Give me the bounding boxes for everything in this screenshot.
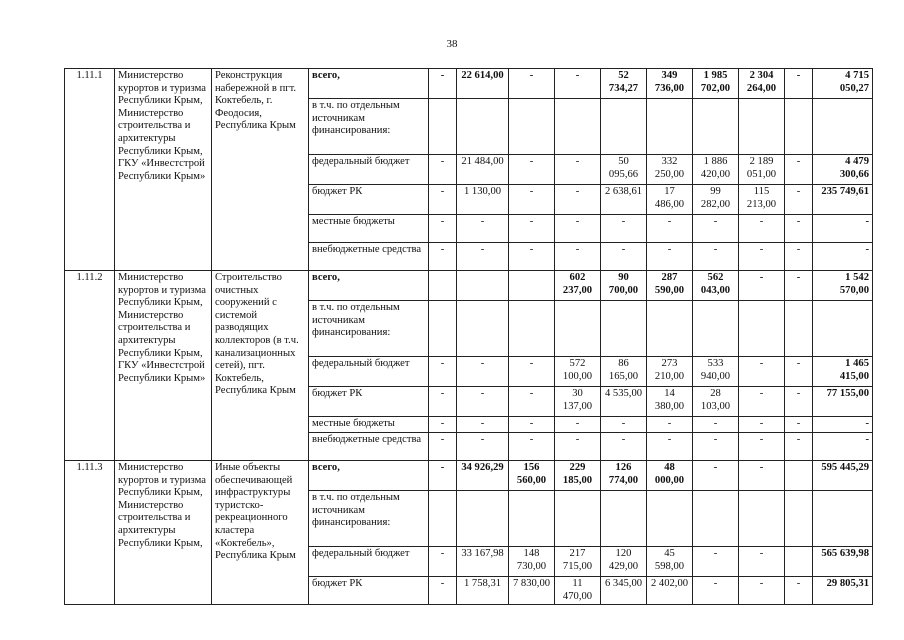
amount-cell: -: [601, 417, 647, 433]
amount-cell: -: [457, 433, 509, 461]
amount-cell: -: [693, 243, 739, 271]
executor-cell: Министерство курортов и туризма Республики Крым, Министерство строительства и архитектуры Республики Крым, ГКУ «Инвестстрой Республики Крым»: [115, 271, 212, 461]
amount-cell: 2 638,61: [601, 185, 647, 215]
amount-cell: -: [509, 185, 555, 215]
amount-cell: 349 736,00: [647, 69, 693, 99]
amount-cell: 17 486,00: [647, 185, 693, 215]
amount-cell: 28 103,00: [693, 387, 739, 417]
amount-cell: -: [785, 271, 813, 301]
empty-cell: [509, 301, 555, 357]
amount-cell: -: [457, 357, 509, 387]
amount-cell: 1 758,31: [457, 577, 509, 605]
amount-cell: -: [555, 155, 601, 185]
amount-cell: 217 715,00: [555, 547, 601, 577]
empty-cell: [693, 99, 739, 155]
amount-cell: -: [509, 155, 555, 185]
row-total-value: 4 479 300,66: [813, 155, 873, 185]
table-row: [65, 461, 873, 491]
empty-cell: [785, 99, 813, 155]
amount-cell: -: [785, 577, 813, 605]
empty-cell: [739, 491, 785, 547]
funding-source-label: бюджет РК: [309, 387, 429, 417]
amount-cell: 34 926,29: [457, 461, 509, 491]
empty-cell: [813, 301, 873, 357]
amount-cell: -: [509, 417, 555, 433]
funding-source-label: всего,: [309, 271, 429, 301]
empty-cell: [509, 491, 555, 547]
amount-cell: -: [739, 271, 785, 301]
empty-cell: [457, 99, 509, 155]
amount-cell: [457, 271, 509, 301]
amount-cell: -: [429, 417, 457, 433]
funding-source-label: всего,: [309, 461, 429, 491]
object-cell: Строительство очистных сооружений с системой разводящих коллекторов (в т.ч. канализационных сетей), пгт. Коктебель, Республика Крым: [212, 271, 309, 461]
empty-cell: [429, 301, 457, 357]
empty-cell: [457, 491, 509, 547]
empty-cell: [555, 99, 601, 155]
amount-cell: 11 470,00: [555, 577, 601, 605]
amount-cell: -: [509, 357, 555, 387]
amount-cell: -: [555, 417, 601, 433]
amount-cell: -: [457, 417, 509, 433]
amount-cell: -: [739, 461, 785, 491]
funding-source-label: всего,: [309, 69, 429, 99]
amount-cell: -: [429, 461, 457, 491]
item-code: 1.11.2: [65, 271, 115, 461]
amount-cell: 1 985 702,00: [693, 69, 739, 99]
amount-cell: 2 304 264,00: [739, 69, 785, 99]
empty-cell: [429, 99, 457, 155]
empty-cell: [457, 301, 509, 357]
funding-source-label: федеральный бюджет: [309, 357, 429, 387]
amount-cell: -: [429, 243, 457, 271]
funding-source-label: бюджет РК: [309, 577, 429, 605]
funding-source-label: внебюджетные средства: [309, 243, 429, 271]
amount-cell: -: [647, 215, 693, 243]
amount-cell: 2 402,00: [647, 577, 693, 605]
amount-cell: -: [601, 243, 647, 271]
amount-cell: -: [693, 577, 739, 605]
funding-source-label: местные бюджеты: [309, 215, 429, 243]
empty-cell: [813, 99, 873, 155]
amount-cell: -: [693, 461, 739, 491]
amount-cell: 22 614,00: [457, 69, 509, 99]
amount-cell: -: [693, 417, 739, 433]
amount-cell: 6 345,00: [601, 577, 647, 605]
funding-source-label: местные бюджеты: [309, 417, 429, 433]
funding-source-label: в т.ч. по отдельным источникам финансирования:: [309, 99, 429, 155]
amount-cell: 50 095,66: [601, 155, 647, 185]
empty-cell: [693, 491, 739, 547]
amount-cell: -: [429, 69, 457, 99]
amount-cell: 48 000,00: [647, 461, 693, 491]
amount-cell: -: [555, 433, 601, 461]
amount-cell: -: [739, 243, 785, 271]
item-code: 1.11.3: [65, 461, 115, 605]
amount-cell: -: [509, 243, 555, 271]
table-row: [65, 271, 873, 301]
row-total-value: -: [813, 417, 873, 433]
amount-cell: 148 730,00: [509, 547, 555, 577]
amount-cell: 30 137,00: [555, 387, 601, 417]
amount-cell: -: [555, 69, 601, 99]
amount-cell: -: [785, 417, 813, 433]
amount-cell: -: [693, 547, 739, 577]
empty-cell: [555, 491, 601, 547]
amount-cell: -: [739, 357, 785, 387]
amount-cell: [785, 461, 813, 491]
empty-cell: [739, 301, 785, 357]
amount-cell: -: [785, 357, 813, 387]
empty-cell: [601, 491, 647, 547]
row-total-value: 4 715 050,27: [813, 69, 873, 99]
amount-cell: -: [457, 243, 509, 271]
amount-cell: 572 100,00: [555, 357, 601, 387]
amount-cell: -: [785, 433, 813, 461]
empty-cell: [555, 301, 601, 357]
amount-cell: -: [429, 547, 457, 577]
empty-cell: [813, 491, 873, 547]
amount-cell: 33 167,98: [457, 547, 509, 577]
amount-cell: 7 830,00: [509, 577, 555, 605]
amount-cell: -: [555, 243, 601, 271]
amount-cell: 562 043,00: [693, 271, 739, 301]
amount-cell: 21 484,00: [457, 155, 509, 185]
page-number: 38: [446, 38, 458, 50]
amount-cell: -: [429, 433, 457, 461]
empty-cell: [785, 301, 813, 357]
amount-cell: -: [739, 215, 785, 243]
amount-cell: 1 886 420,00: [693, 155, 739, 185]
amount-cell: -: [785, 155, 813, 185]
amount-cell: 287 590,00: [647, 271, 693, 301]
object-cell: Иные объекты обеспечивающей инфраструктуры туристско-рекреационного кластера «Коктебель», Республика Крым: [212, 461, 309, 605]
empty-cell: [601, 301, 647, 357]
amount-cell: -: [739, 387, 785, 417]
amount-cell: -: [429, 185, 457, 215]
amount-cell: -: [785, 243, 813, 271]
amount-cell: -: [555, 185, 601, 215]
row-total-value: 595 445,29: [813, 461, 873, 491]
amount-cell: 14 380,00: [647, 387, 693, 417]
funding-source-label: внебюджетные средства: [309, 433, 429, 461]
amount-cell: 45 598,00: [647, 547, 693, 577]
row-total-value: -: [813, 433, 873, 461]
amount-cell: -: [457, 387, 509, 417]
row-total-value: 77 155,00: [813, 387, 873, 417]
amount-cell: 90 700,00: [601, 271, 647, 301]
table-row: [65, 69, 873, 99]
amount-cell: -: [509, 69, 555, 99]
amount-cell: 120 429,00: [601, 547, 647, 577]
row-total-value: 29 805,31: [813, 577, 873, 605]
amount-cell: 1 130,00: [457, 185, 509, 215]
amount-cell: 2 189 051,00: [739, 155, 785, 185]
amount-cell: -: [739, 547, 785, 577]
budget-table-body: [65, 69, 873, 605]
amount-cell: 4 535,00: [601, 387, 647, 417]
amount-cell: 602 237,00: [555, 271, 601, 301]
amount-cell: -: [601, 433, 647, 461]
item-code: 1.11.1: [65, 69, 115, 271]
amount-cell: -: [693, 433, 739, 461]
amount-cell: -: [785, 69, 813, 99]
amount-cell: -: [601, 215, 647, 243]
amount-cell: -: [509, 433, 555, 461]
amount-cell: -: [647, 243, 693, 271]
empty-cell: [647, 491, 693, 547]
row-total-value: -: [813, 243, 873, 271]
amount-cell: [509, 271, 555, 301]
amount-cell: 533 940,00: [693, 357, 739, 387]
funding-source-label: в т.ч. по отдельным источникам финансирования:: [309, 301, 429, 357]
amount-cell: -: [739, 417, 785, 433]
funding-source-label: в т.ч. по отдельным источникам финансирования:: [309, 491, 429, 547]
amount-cell: 86 165,00: [601, 357, 647, 387]
amount-cell: 273 210,00: [647, 357, 693, 387]
row-total-value: 565 639,98: [813, 547, 873, 577]
amount-cell: 332 250,00: [647, 155, 693, 185]
amount-cell: -: [739, 433, 785, 461]
empty-cell: [785, 491, 813, 547]
budget-table: [64, 68, 873, 605]
row-total-value: 1 542 570,00: [813, 271, 873, 301]
empty-cell: [601, 99, 647, 155]
amount-cell: -: [509, 387, 555, 417]
amount-cell: -: [457, 215, 509, 243]
funding-source-label: бюджет РК: [309, 185, 429, 215]
row-total-value: 235 749,61: [813, 185, 873, 215]
object-cell: Реконструкция набережной в пгт. Коктебель, г. Феодосия, Республика Крым: [212, 69, 309, 271]
amount-cell: -: [647, 433, 693, 461]
amount-cell: [429, 271, 457, 301]
amount-cell: -: [429, 215, 457, 243]
amount-cell: 156 560,00: [509, 461, 555, 491]
amount-cell: 99 282,00: [693, 185, 739, 215]
row-total-value: -: [813, 215, 873, 243]
row-total-value: 1 465 415,00: [813, 357, 873, 387]
empty-cell: [509, 99, 555, 155]
empty-cell: [647, 301, 693, 357]
amount-cell: -: [739, 577, 785, 605]
amount-cell: 126 774,00: [601, 461, 647, 491]
amount-cell: -: [429, 387, 457, 417]
amount-cell: 115 213,00: [739, 185, 785, 215]
amount-cell: -: [429, 577, 457, 605]
empty-cell: [647, 99, 693, 155]
executor-cell: Министерство курортов и туризма Республики Крым, Министерство строительства и архитектуры Республики Крым,: [115, 461, 212, 605]
amount-cell: -: [785, 185, 813, 215]
amount-cell: -: [509, 215, 555, 243]
amount-cell: 52 734,27: [601, 69, 647, 99]
empty-cell: [429, 491, 457, 547]
amount-cell: 229 185,00: [555, 461, 601, 491]
amount-cell: -: [429, 155, 457, 185]
funding-source-label: федеральный бюджет: [309, 547, 429, 577]
funding-source-label: федеральный бюджет: [309, 155, 429, 185]
amount-cell: -: [785, 215, 813, 243]
amount-cell: -: [555, 215, 601, 243]
amount-cell: [785, 547, 813, 577]
amount-cell: -: [693, 215, 739, 243]
amount-cell: -: [647, 417, 693, 433]
empty-cell: [693, 301, 739, 357]
empty-cell: [739, 99, 785, 155]
executor-cell: Министерство курортов и туризма Республики Крым, Министерство строительства и архитектуры Республики Крым, ГКУ «Инвестстрой Республики Крым»: [115, 69, 212, 271]
amount-cell: -: [785, 387, 813, 417]
amount-cell: -: [429, 357, 457, 387]
